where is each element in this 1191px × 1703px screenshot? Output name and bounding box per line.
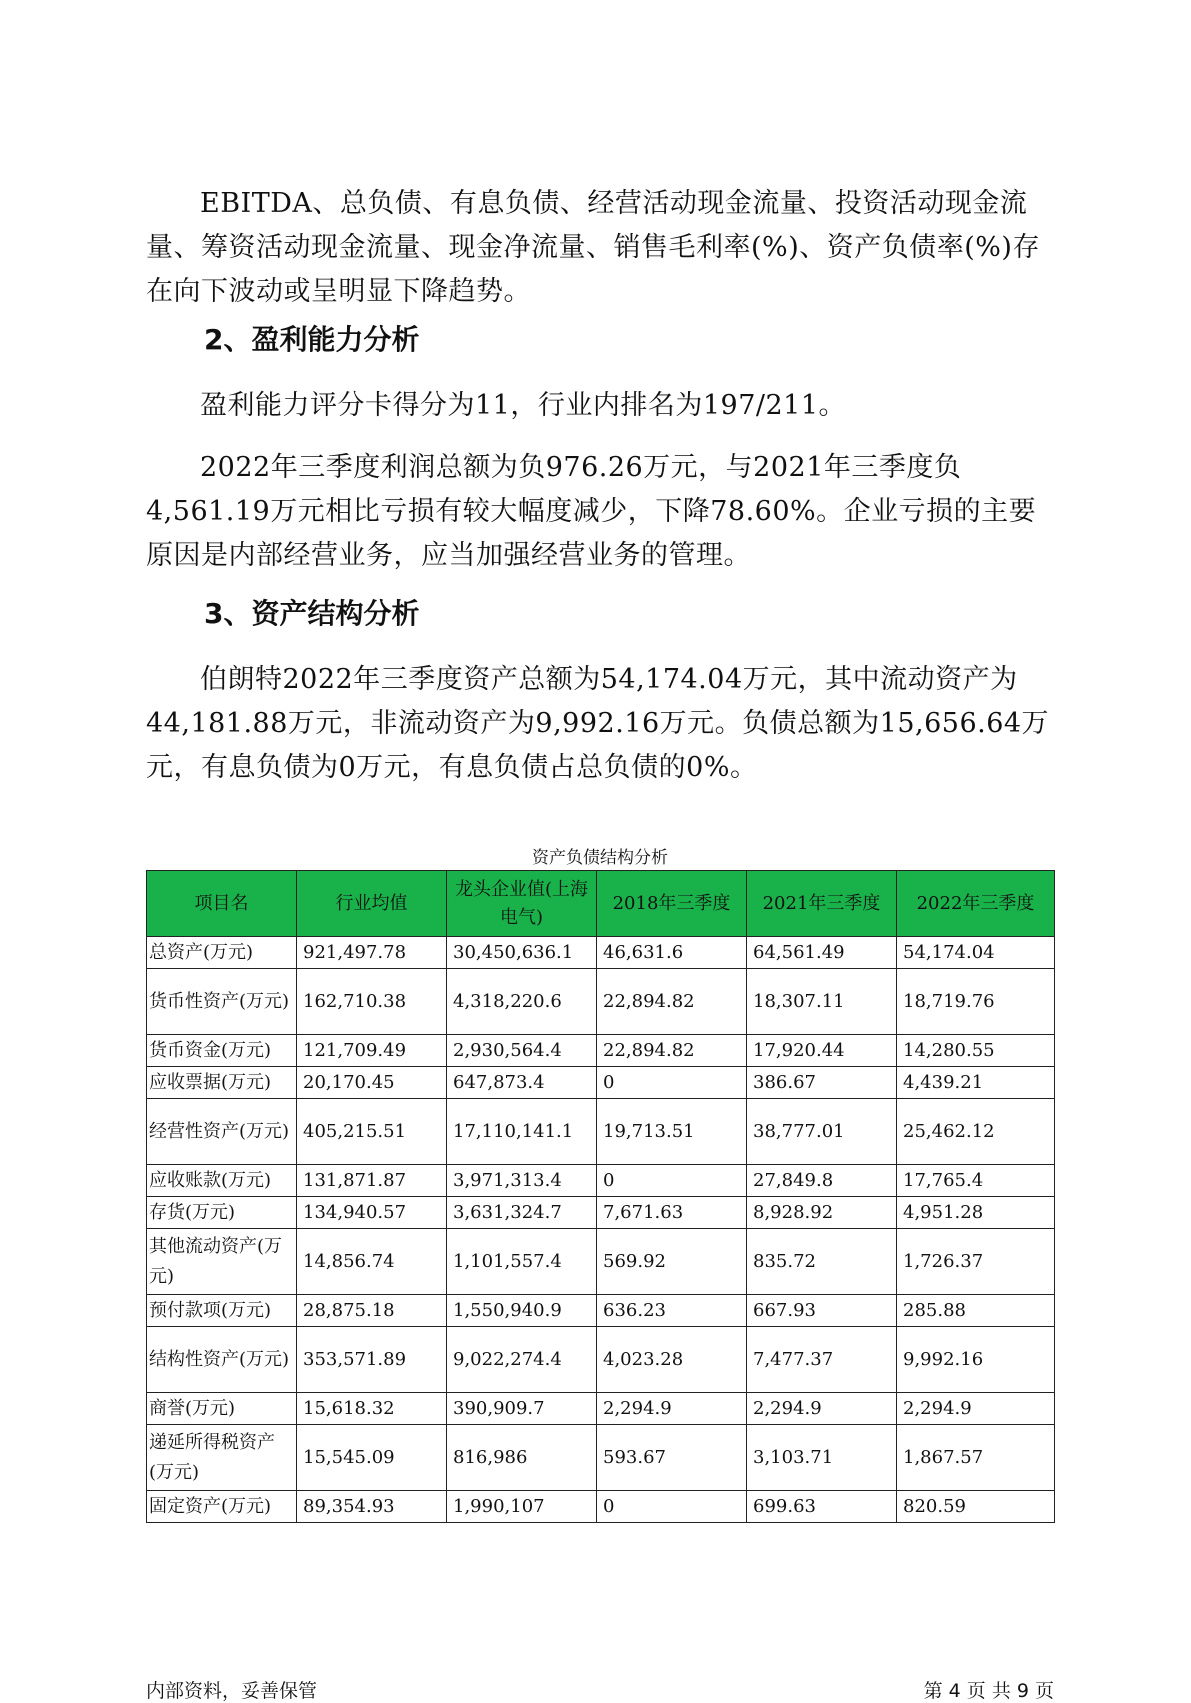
row-label: 固定资产(万元) <box>147 1491 297 1523</box>
row-label: 预付款项(万元) <box>147 1295 297 1327</box>
cell-value: 835.72 <box>747 1229 897 1295</box>
cell-value: 353,571.89 <box>297 1327 447 1393</box>
cell-value: 1,101,557.4 <box>447 1229 597 1295</box>
cell-value: 569.92 <box>597 1229 747 1295</box>
cell-value: 30,450,636.1 <box>447 937 597 969</box>
cell-value: 921,497.78 <box>297 937 447 969</box>
table-row <box>147 969 1055 1035</box>
cell-value: 38,777.01 <box>747 1099 897 1165</box>
row-label: 经营性资产(万元) <box>147 1099 297 1165</box>
table-row <box>147 1229 1055 1295</box>
heading-asset-structure: 3、资产结构分析 <box>204 597 420 630</box>
cell-value: 27,849.8 <box>747 1165 897 1197</box>
table-row <box>147 1327 1055 1393</box>
cell-value: 636.23 <box>597 1295 747 1327</box>
row-label: 递延所得税资产(万元) <box>147 1425 297 1491</box>
cell-value: 17,920.44 <box>747 1035 897 1067</box>
cell-value: 9,022,274.4 <box>447 1327 597 1393</box>
heading-profitability: 2、盈利能力分析 <box>204 323 420 356</box>
cell-value: 54,174.04 <box>897 937 1055 969</box>
header-2018-q3: 2018年三季度 <box>597 871 747 937</box>
row-label: 其他流动资产(万元) <box>147 1229 297 1295</box>
cell-value: 20,170.45 <box>297 1067 447 1099</box>
cell-value: 14,856.74 <box>297 1229 447 1295</box>
cell-value: 2,930,564.4 <box>447 1035 597 1067</box>
cell-value: 3,971,313.4 <box>447 1165 597 1197</box>
row-label: 货币性资产(万元) <box>147 969 297 1035</box>
cell-value: 64,561.49 <box>747 937 897 969</box>
cell-value: 9,992.16 <box>897 1327 1055 1393</box>
table-row <box>147 1035 1055 1067</box>
table-row <box>147 1425 1055 1491</box>
cell-value: 15,545.09 <box>297 1425 447 1491</box>
cell-value: 22,894.82 <box>597 969 747 1035</box>
cell-value: 46,631.6 <box>597 937 747 969</box>
footer-page-number: 第 4 页 共 9 页 <box>923 1680 1054 1702</box>
row-label: 应收账款(万元) <box>147 1165 297 1197</box>
cell-value: 15,618.32 <box>297 1393 447 1425</box>
table-row <box>147 1491 1055 1523</box>
table-row <box>147 1099 1055 1165</box>
cell-value: 0 <box>597 1067 747 1099</box>
cell-value: 14,280.55 <box>897 1035 1055 1067</box>
table-row <box>147 1295 1055 1327</box>
cell-value: 17,110,141.1 <box>447 1099 597 1165</box>
cell-value: 820.59 <box>897 1491 1055 1523</box>
footer-confidential: 内部资料，妥善保管 <box>146 1680 318 1702</box>
cell-value: 593.67 <box>597 1425 747 1491</box>
cell-value: 285.88 <box>897 1295 1055 1327</box>
cell-value: 405,215.51 <box>297 1099 447 1165</box>
cell-value: 28,875.18 <box>297 1295 447 1327</box>
row-label: 结构性资产(万元) <box>147 1327 297 1393</box>
cell-value: 18,719.76 <box>897 969 1055 1035</box>
cell-value: 816,986 <box>447 1425 597 1491</box>
cell-value: 7,671.63 <box>597 1197 747 1229</box>
header-industry-avg: 行业均值 <box>297 871 447 937</box>
cell-value: 22,894.82 <box>597 1035 747 1067</box>
cell-value: 3,631,324.7 <box>447 1197 597 1229</box>
cell-value: 647,873.4 <box>447 1067 597 1099</box>
row-label: 应收票据(万元) <box>147 1067 297 1099</box>
header-leader-value: 龙头企业值(上海电气) <box>447 871 597 937</box>
table-row <box>147 1067 1055 1099</box>
paragraph-profit-total: 2022年三季度利润总额为负976.26万元，与2021年三季度负4,561.19万元相比亏损有较大幅度减少，下降78.60%。企业亏损的主要原因是内部经营业务，应当加强经营业务的管理。 <box>146 452 1037 571</box>
header-2022-q3: 2022年三季度 <box>897 871 1055 937</box>
cell-value: 8,928.92 <box>747 1197 897 1229</box>
table-caption: 资产负债结构分析 <box>532 848 668 868</box>
cell-value: 0 <box>597 1491 747 1523</box>
cell-value: 89,354.93 <box>297 1491 447 1523</box>
paragraph-asset-total: 伯朗特2022年三季度资产总额为54,174.04万元，其中流动资产为44,181.88万元，非流动资产为9,992.16万元。负债总额为15,656.64万元，有息负债为0万元，有息负债占总负债的0%。 <box>146 664 1050 783</box>
table-row <box>147 1197 1055 1229</box>
cell-value: 19,713.51 <box>597 1099 747 1165</box>
cell-value: 1,867.57 <box>897 1425 1055 1491</box>
cell-value: 134,940.57 <box>297 1197 447 1229</box>
row-label: 存货(万元) <box>147 1197 297 1229</box>
table-header-row <box>147 871 1055 937</box>
row-label: 商誉(万元) <box>147 1393 297 1425</box>
cell-value: 4,951.28 <box>897 1197 1055 1229</box>
cell-value: 1,726.37 <box>897 1229 1055 1295</box>
cell-value: 4,439.21 <box>897 1067 1055 1099</box>
cell-value: 17,765.4 <box>897 1165 1055 1197</box>
cell-value: 25,462.12 <box>897 1099 1055 1165</box>
cell-value: 2,294.9 <box>597 1393 747 1425</box>
cell-value: 131,871.87 <box>297 1165 447 1197</box>
cell-value: 2,294.9 <box>897 1393 1055 1425</box>
paragraph-downtrend: EBITDA、总负债、有息负债、经营活动现金流量、投资活动现金流量、筹资活动现金流量、现金净流量、销售毛利率(%)、资产负债率(%)存在向下波动或呈明显下降趋势。 <box>146 188 1040 307</box>
cell-value: 0 <box>597 1165 747 1197</box>
cell-value: 7,477.37 <box>747 1327 897 1393</box>
table-row <box>147 937 1055 969</box>
row-label: 总资产(万元) <box>147 937 297 969</box>
cell-value: 386.67 <box>747 1067 897 1099</box>
cell-value: 667.93 <box>747 1295 897 1327</box>
cell-value: 121,709.49 <box>297 1035 447 1067</box>
paragraph-profit-score: 盈利能力评分卡得分为11，行业内排名为197/211。 <box>200 390 847 421</box>
cell-value: 2,294.9 <box>747 1393 897 1425</box>
cell-value: 4,023.28 <box>597 1327 747 1393</box>
cell-value: 3,103.71 <box>747 1425 897 1491</box>
cell-value: 162,710.38 <box>297 969 447 1035</box>
cell-value: 4,318,220.6 <box>447 969 597 1035</box>
cell-value: 1,990,107 <box>447 1491 597 1523</box>
cell-value: 699.63 <box>747 1491 897 1523</box>
table-row <box>147 1165 1055 1197</box>
cell-value: 390,909.7 <box>447 1393 597 1425</box>
cell-value: 18,307.11 <box>747 969 897 1035</box>
header-item-name: 项目名 <box>147 871 297 937</box>
cell-value: 1,550,940.9 <box>447 1295 597 1327</box>
asset-liability-table <box>146 870 1055 1523</box>
row-label: 货币资金(万元) <box>147 1035 297 1067</box>
header-2021-q3: 2021年三季度 <box>747 871 897 937</box>
table-row <box>147 1393 1055 1425</box>
